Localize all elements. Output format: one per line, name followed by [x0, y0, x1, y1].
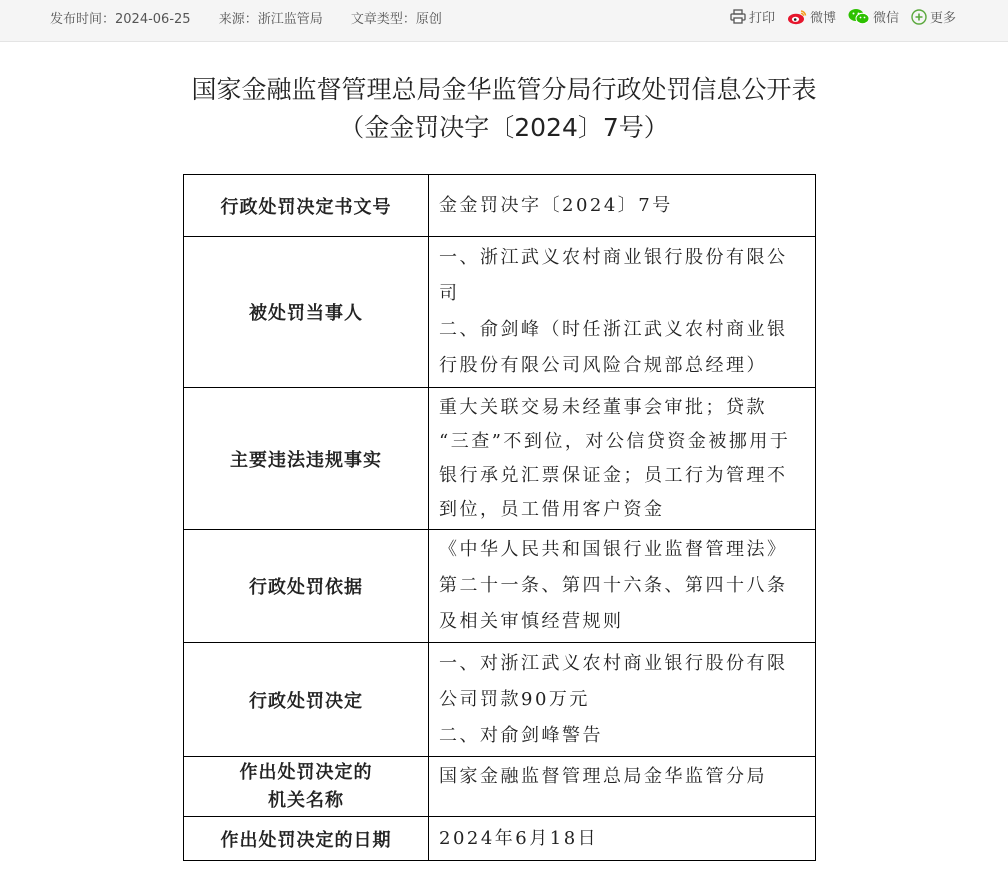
penalty-info-table — [183, 174, 816, 861]
page-title — [0, 71, 1008, 147]
article-meta-bar — [0, 0, 1008, 42]
weibo-icon — [787, 9, 807, 25]
table-row — [184, 757, 816, 817]
article-meta — [50, 8, 466, 27]
row-label: 主要违法违规事实 — [184, 388, 429, 530]
plus-circle-icon — [911, 9, 927, 25]
row-value: 国家金融监督管理总局金华监管分局 — [429, 757, 816, 817]
wechat-icon — [848, 8, 870, 25]
row-value: 一、浙江武义农村商业银行股份有限公 司 二、俞剑峰（时任浙江武义农村商业银 行股份有限公司风险合规部总经理） — [429, 237, 816, 388]
row-value: 一、对浙江武义农村商业银行股份有限 公司罚款90万元 二、对俞剑峰警告 — [429, 643, 816, 757]
table-row — [184, 643, 816, 757]
article-type: 文章类型：原创 — [350, 12, 442, 27]
print-button[interactable]: 打印 — [730, 7, 775, 26]
publish-time: 发布时间：2024-06-25 — [50, 12, 191, 27]
row-value: 重大关联交易未经董事会审批；贷款 “三查”不到位，对公信贷资金被挪用于 银行承兑汇票保证金；员工行为管理不 到位，员工借用客户资金 — [429, 388, 816, 530]
share-toolbar — [730, 7, 956, 26]
table-row — [184, 388, 816, 530]
row-label: 作出处罚决定的 机关名称 — [184, 757, 429, 817]
wechat-share-button[interactable]: 微信 — [848, 7, 899, 26]
printer-icon — [730, 9, 746, 24]
table-row — [184, 530, 816, 643]
row-label: 行政处罚决定书文号 — [184, 175, 429, 237]
row-label: 被处罚当事人 — [184, 237, 429, 388]
row-value: 《中华人民共和国银行业监督管理法》 第二十一条、第四十六条、第四十八条 及相关审慎经营规则 — [429, 530, 816, 643]
row-value: 2024年6月18日 — [429, 817, 816, 861]
more-share-button[interactable]: 更多 — [911, 7, 956, 26]
table-row — [184, 237, 816, 388]
row-label: 行政处罚依据 — [184, 530, 429, 643]
source: 来源：浙江监管局 — [218, 12, 323, 27]
title-line-2: （金金罚决字〔2024〕7号） — [339, 113, 669, 142]
table-row — [184, 175, 816, 237]
row-value: 金金罚决字〔2024〕7号 — [429, 175, 816, 237]
row-label: 行政处罚决定 — [184, 643, 429, 757]
row-label: 作出处罚决定的日期 — [184, 817, 429, 861]
table-row — [184, 817, 816, 861]
title-line-1: 国家金融监督管理总局金华监管分局行政处罚信息公开表 — [191, 75, 817, 104]
weibo-share-button[interactable]: 微博 — [787, 7, 836, 26]
